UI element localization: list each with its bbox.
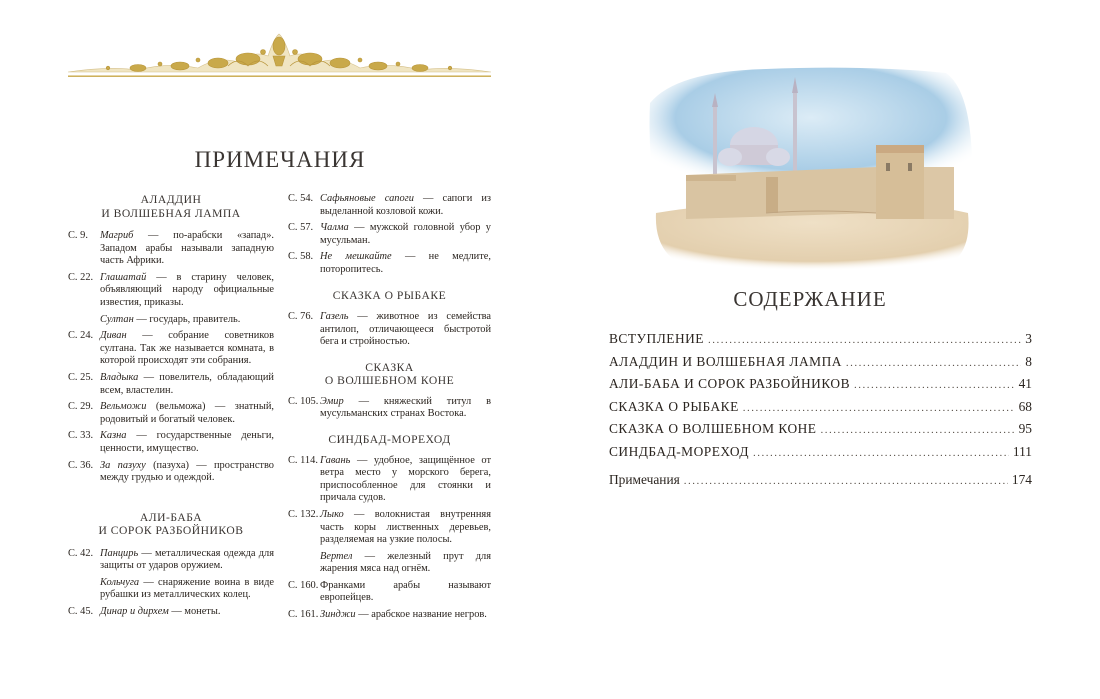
toc-entry[interactable]: СКАЗКА О РЫБАКЕ ..... 68 <box>609 399 1032 422</box>
note-item: С. 58. Не мешкайте — не медлите, поторопитесь. <box>288 251 491 275</box>
leader-dots <box>753 447 1009 459</box>
note-item: С. 57. Чалма — мужской головной убор у мусульман. <box>288 222 491 246</box>
toc-entry[interactable]: АЛИ-БАБА И СОРОК РАЗБОЙНИКОВ ..... 41 <box>609 376 1032 399</box>
section-title-sinbad: СИНДБАД-МОРЕХОД <box>328 433 451 447</box>
note-item: Султан — государь, правитель. <box>100 313 241 325</box>
toc-entry[interactable]: СИНДБАД-МОРЕХОД ..... 111 <box>609 444 1032 467</box>
section-title-fisherman: СКАЗКА О РЫБАКЕ <box>332 288 447 302</box>
leader-dots <box>846 357 1021 369</box>
mosque-citadel-illustration <box>646 63 976 271</box>
note-item: С. 24. Диван — собрание советников султана. Так же называется комната, в которой происходят эти собрания. <box>68 330 274 367</box>
note-item: С. 36. За пазуху (пазуха) — пространство между грудью и одеждой. <box>68 459 274 484</box>
note-item: С. 29. Вельможи (вельможа) — знатный, родовитый и богатый человек. <box>68 401 274 425</box>
note-item: С. 132. Лыко — волокнистая внутренняя часть коры лиственных деревьев, разделяемая на узкие полосы. <box>288 508 491 546</box>
section-title-magic-horse: СКАЗКА О ВОЛШЕБНОМ КОНЕ <box>324 360 455 388</box>
toc-entry[interactable]: ВСТУПЛЕНИЕ ..... 3 <box>609 331 1032 354</box>
note-item: С. 33. Казна — государственные деньги, ценности, имущество. <box>68 430 274 454</box>
notes-heading: ПРИМЕЧАНИЯ <box>194 147 366 172</box>
leader-dots <box>854 379 1015 391</box>
leader-dots <box>743 402 1015 414</box>
note-item: С. 105. Эмир — княжеский титул в мусульманских странах Востока. <box>288 395 491 420</box>
note-item: Кольчуга — снаряжение воина в виде рубашки из металлических колец. <box>100 576 274 601</box>
note-item: С. 9. Магриб — по-арабски «запад». Западом арабы называли западную часть Африки. <box>68 230 274 267</box>
note-item: С. 22. Глашатай — в старину человек, объявляющий народу официальные известия, приказы. <box>68 271 274 308</box>
note-item: С. 114. Гавань — удобное, защищённое от ветра место у морского берега, приспособленное для стоянки и причала судов. <box>288 454 491 504</box>
note-item: С. 160. Франками арабы называют европейцев. <box>288 579 491 604</box>
section-title-aladdin: АЛАДДИН И ВОЛШЕБНАЯ ЛАМПА <box>101 193 241 220</box>
note-item: Вертел — железный прут для жарения мяса над огнём. <box>320 550 491 575</box>
notes-column-right <box>288 193 491 626</box>
note-item: С. 161. Зинджи — арабское название негров. <box>288 609 487 621</box>
note-item: С. 54. Сафьяновые сапоги — сапоги из выделанной козловой кожи. <box>288 193 491 217</box>
leader-dots <box>820 424 1014 436</box>
notes-column-left <box>68 193 274 623</box>
note-item: С. 76. Газель — животное из семейства антилоп, отличающееся быстротой бега и стройностью. <box>288 311 491 348</box>
toc-entry[interactable]: СКАЗКА О ВОЛШЕБНОМ КОНЕ ..... 95 <box>609 421 1032 444</box>
toc-entry-notes[interactable]: Примечания ..... 174 <box>609 472 1032 495</box>
section-title-ali-baba: АЛИ-БАБА И СОРОК РАЗБОЙНИКОВ <box>98 510 244 538</box>
toc-entry[interactable]: АЛАДДИН И ВОЛШЕБНАЯ ЛАМПА ..... 8 <box>609 354 1032 377</box>
table-of-contents <box>609 331 1032 495</box>
leader-dots <box>708 334 1021 346</box>
note-item: С. 25. Владыка — повелитель, обладающий всем, властелин. <box>68 371 274 396</box>
leader-dots <box>684 475 1008 487</box>
gold-ornament-border <box>68 32 491 80</box>
note-item: С. 42. Панцирь — металлическая одежда для защиты от ударов оружием. <box>68 547 274 572</box>
contents-heading: СОДЕРЖАНИЕ <box>733 287 887 311</box>
note-item: С. 45. Динар и дирхем — монеты. <box>68 606 221 618</box>
